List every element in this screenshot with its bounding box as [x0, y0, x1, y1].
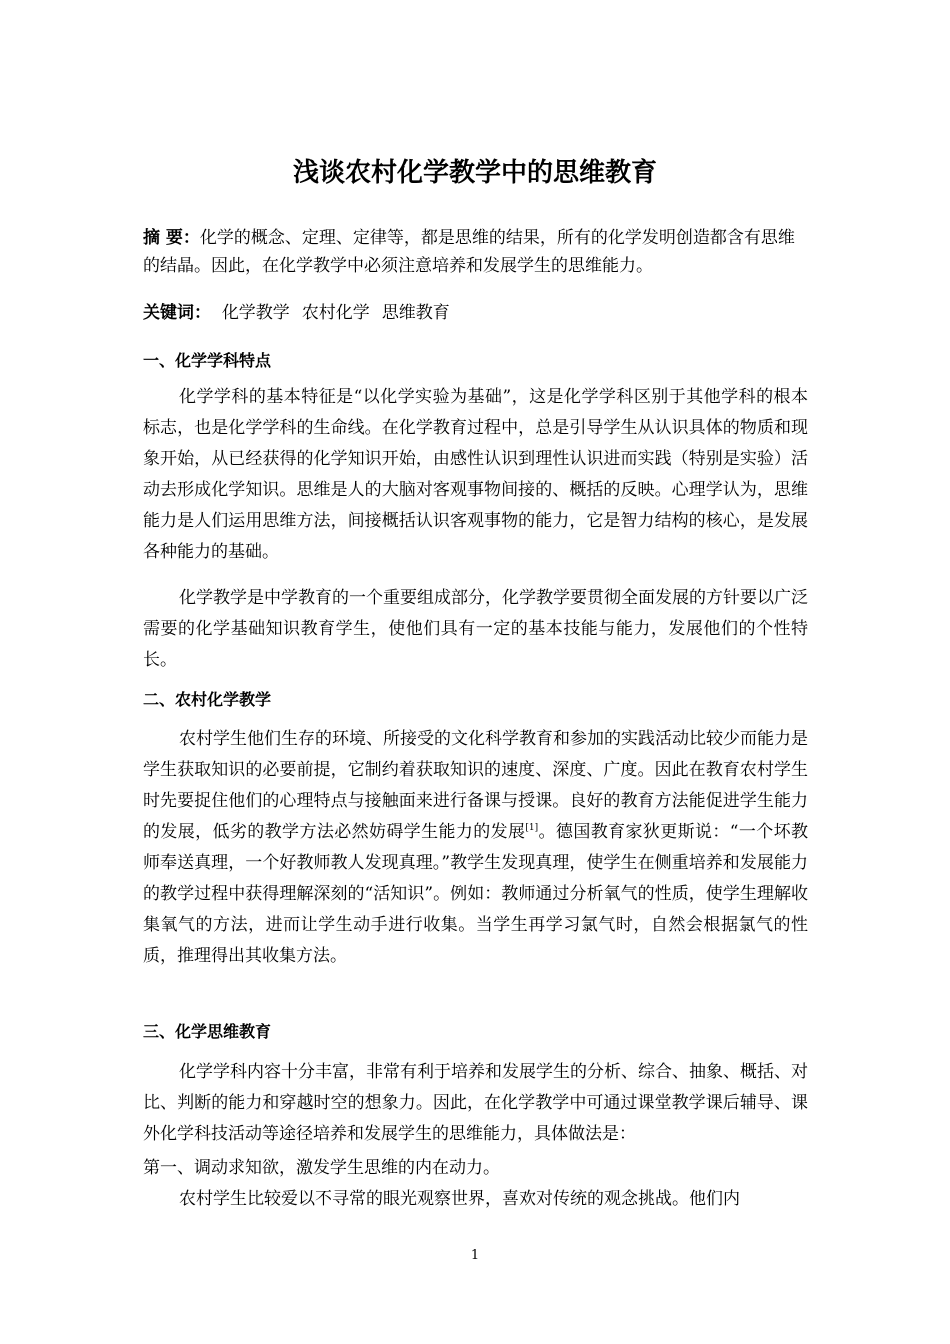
section-3-paragraph-2: 农村学生比较爱以不寻常的眼光观察世界，喜欢对传统的观念挑战。他们内	[179, 1189, 740, 1209]
citation-ref: [1]	[525, 823, 539, 833]
abstract-text: 化学的概念、定理、定律等，都是思维的结果，所有的化学发明创造都含有思维的结晶。因此，在化学教学中必须注意培养和发展学生的思维能力。	[143, 228, 795, 276]
keyword-item: 农村化学	[301, 303, 370, 323]
abstract-label: 摘 要：	[143, 228, 200, 248]
section-heading-1: 一、化学学科特点	[143, 351, 272, 370]
paragraph-text: 农村学生他们生存的环境、所接受的文化科学教育和参加的实践活动比较少而能力是学生获取知识的必要前提，它制约着获取知识的速度、深度、广度。因此在教育农村学生时先要捉住他们的心理特点与接触面来进行备课与授课。良好的教育方法能促进学生能力的发展，低劣的教学方法必然妨碍学生能力的发展	[143, 729, 808, 842]
section-3-list-item-1: 第一、调动求知欲，激发学生思维的内在动力。	[143, 1158, 500, 1178]
section-2-paragraph-1	[143, 724, 808, 972]
keywords-label: 关键词：	[143, 303, 211, 323]
abstract	[143, 224, 808, 280]
section-heading-3: 三、化学思维教育	[143, 1022, 272, 1041]
keyword-item: 化学教学	[221, 303, 290, 323]
paragraph-text-continued: 。德国教育家狄更斯说：“一个坏教师奉送真理，一个好教师教人发现真理。”教学生发现真理，使学生在侧重培养和发展能力的教学过程中获得理解深刻的“活知识”。例如：教师通过分析氧气的性质，使学生理解收集氧气的方法，进而让学生动手进行收集。当学生再学习氯气时，自然会根据氯气的性质，推理得出其收集方法。	[143, 822, 808, 966]
document-title: 浅谈农村化学教学中的思维教育	[292, 158, 657, 188]
section-1-paragraph-2: 化学教学是中学教育的一个重要组成部分，化学教学要贯彻全面发展的方针要以广泛需要的化学基础知识教育学生，使他们具有一定的基本技能与能力，发展他们的个性特长。	[143, 588, 808, 670]
section-1-paragraph-1: 化学学科的基本特征是“以化学实验为基础”，这是化学学科区别于其他学科的根本标志，也是化学学科的生命线。在化学教育过程中，总是引导学生从认识具体的物质和现象开始，从已经获得的化学知识开始，由感性认识到理性认识进而实践（特别是实验）活动去形成化学知识。思维是人的大脑对客观事物间接的、概括的反映。心理学认为，思维能力是人们运用思维方法，间接概括认识客观事物的能力，它是智力结构的核心，是发展各种能力的基础。	[143, 387, 808, 562]
page-number: 1	[470, 1248, 480, 1263]
section-3-paragraph-1: 化学学科内容十分丰富，非常有利于培养和发展学生的分析、综合、抽象、概括、对比、判断的能力和穿越时空的想象力。因此，在化学教学中可通过课堂教学课后辅导、课外化学科技活动等途径培养和发展学生的思维能力，具体做法是：	[143, 1062, 808, 1144]
section-heading-2: 二、农村化学教学	[143, 690, 272, 709]
keyword-item: 思维教育	[381, 303, 450, 323]
keywords	[143, 298, 808, 329]
